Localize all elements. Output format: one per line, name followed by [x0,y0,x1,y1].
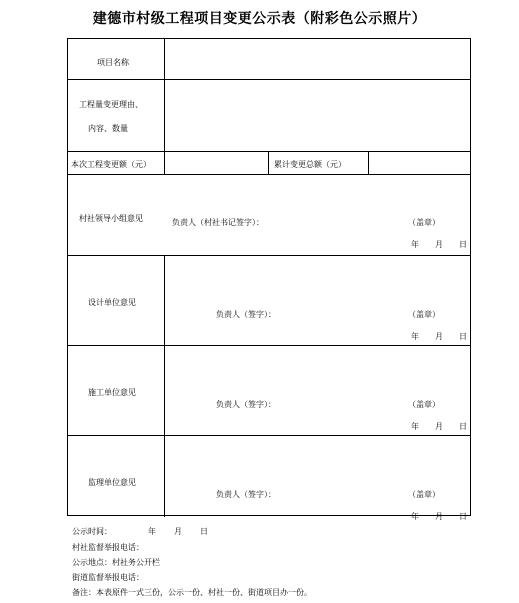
design-unit-opinion-label: 设计单位意见 [88,298,136,307]
footer-note: 备注：本表原件一式三份，公示一份、村社一份、街道项目办一份。 [72,588,312,597]
page-title: 建德市村级工程项目变更公示表（附彩色公示照片） [92,11,427,27]
design-date-year: 年 [411,332,419,341]
column-divider [368,151,369,174]
design-date-month: 月 [435,332,443,341]
supervision-date-day: 日 [459,512,467,521]
construction-date-day: 日 [459,422,467,431]
construction-unit-opinion-label: 施工单位意见 [88,388,136,397]
publicity-time-month: 月 [174,527,182,536]
publicity-time-day: 日 [200,527,208,536]
village-date-year: 年 [411,240,419,249]
row-divider [68,151,470,152]
row-divider [68,435,470,436]
publicity-location: 公示地点：村社务公开栏 [72,558,160,567]
project-name-label: 项目名称 [97,58,129,67]
cumulative-change-amount-label: 累计变更总额（元） [274,160,346,169]
row-divider [68,79,470,80]
village-signer-label: 负责人（村社书记签字）： [172,218,264,227]
column-divider [268,151,269,174]
supervision-date-year: 年 [411,512,419,521]
street-supervision-phone: 街道监督举报电话： [72,573,144,582]
village-leadership-opinion-label: 村社领导小组意见 [79,214,143,223]
construction-signer-label: 负责人（签字）： [216,400,276,409]
design-seal-label: （盖章） [408,310,440,319]
column-divider [164,255,165,517]
construction-date-month: 月 [435,422,443,431]
change-reason-label-line2: 内容、数量 [88,124,128,133]
change-reason-label-line1: 工程量变更理由、 [79,100,143,109]
publicity-time-label: 公示时间： [72,527,112,536]
publicity-time-year: 年 [148,527,156,536]
row-divider [68,345,470,346]
village-date-month: 月 [435,240,443,249]
row-divider [68,174,470,175]
column-divider [164,39,165,174]
design-signer-label: 负责人（签字）： [216,310,276,319]
construction-date-year: 年 [411,422,419,431]
supervision-date-month: 月 [435,512,443,521]
supervision-signer-label: 负责人（签字）： [216,490,276,499]
village-date-day: 日 [459,240,467,249]
this-change-amount-label: 本次工程变更额（元） [71,160,151,169]
change-publicity-table [67,38,471,521]
supervision-seal-label: （盖章） [408,490,440,499]
row-divider [68,255,470,256]
village-supervision-phone: 村社监督举报电话： [72,543,144,552]
village-seal-label: （盖章） [408,218,440,227]
supervision-unit-opinion-label: 监理单位意见 [88,478,136,487]
design-date-day: 日 [459,332,467,341]
construction-seal-label: （盖章） [408,400,440,409]
